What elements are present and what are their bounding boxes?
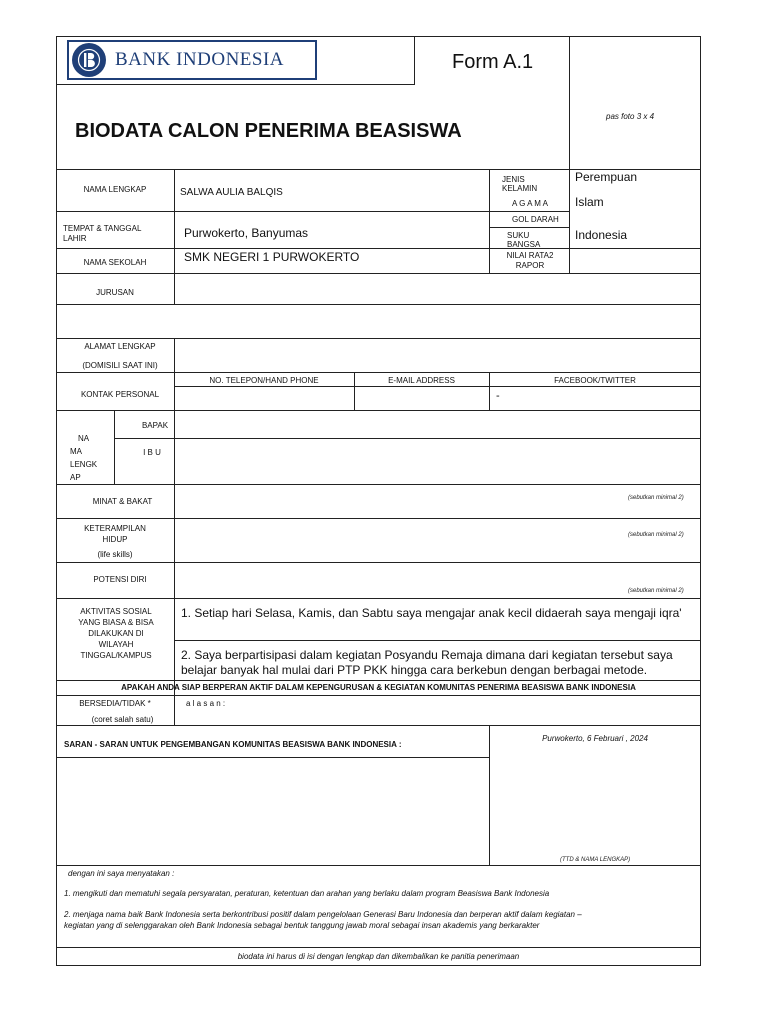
aktivitas-item-1[interactable]: 1. Setiap hari Selasa, Kamis, dan Sabtu saya mengajar anak kecil didaerah saya mengaji iqra' — [181, 606, 682, 620]
pernyataan-1: 1. mengikuti dan mematuhi segala persyaratan, peraturan, ketentuan dan arahan yang berlaku dalam program Beasiswa Bank Indonesia — [64, 889, 550, 898]
jenis-kelamin-label: JENIS KELAMIN — [502, 175, 538, 193]
suku-bangsa-value[interactable]: Indonesia — [575, 228, 628, 242]
kontak-label: KONTAK PERSONAL — [80, 390, 160, 399]
bank-name: BANK INDONESIA — [115, 49, 285, 70]
jurusan-label: JURUSAN — [96, 288, 134, 297]
nama-sekolah-value[interactable]: SMK NEGERI 1 PURWOKERTO — [184, 250, 360, 264]
jenis-kelamin-value[interactable]: Perempuan — [575, 170, 638, 184]
alamat-sublabel: (DOMISILI SAAT INI) — [82, 361, 158, 370]
keterampilan-label: KETERAMPILAN HIDUP — [84, 524, 146, 544]
potensi-label: POTENSI DIRI — [93, 575, 147, 584]
agama-label: A G A M A — [512, 199, 549, 208]
aktivitas-item-2[interactable]: 2. Saya berpartisipasi dalam kegiatan Posyandu Remaja dimana dari kegiatan tersebut saya belajar banyak hal mulai dari PTP PKK hingga cara berkebun dengan berbagai metode. — [181, 648, 673, 677]
tempat-tanggal-lahir-value[interactable]: Purwokerto, Banyumas — [184, 226, 309, 240]
minat-bakat-label: MINAT & BAKAT — [92, 497, 153, 506]
form-title: BIODATA CALON PENERIMA BEASISWA — [75, 120, 462, 142]
nama-lengkap-value[interactable]: SALWA AULIA BALQIS — [180, 187, 283, 198]
minat-hint: (sebutkan minimal 2) — [628, 495, 684, 501]
alasan-label: a l a s a n : — [186, 699, 226, 708]
bersedia-label: BERSEDIA/TIDAK * — [79, 699, 151, 708]
suku-bangsa-label: SUKU BANGSA — [507, 231, 541, 249]
alamat-label: ALAMAT LENGKAP — [84, 342, 156, 351]
tempat-tanggal-lahir-label: TEMPAT & TANGGAL LAHIR — [63, 224, 142, 243]
telepon-header: NO. TELEPON/HAND PHONE — [209, 376, 319, 385]
apakah-label: APAKAH ANDA SIAP BERPERAN AKTIF DALAM KEPENGURUSAN & KEGIATAN KOMUNITAS PENERIMA BEASISWA BANK INDONESIA — [121, 683, 636, 692]
gol-darah-label: GOL DARAH — [512, 215, 559, 224]
saran-label: SARAN - SARAN UNTUK PENGEMBANGAN KOMUNITAS BEASISWA BANK INDONESIA : — [64, 740, 402, 749]
bank-logo — [67, 40, 317, 80]
facebook-value[interactable]: - — [496, 390, 500, 402]
tempat-tanggal-ttd: Purwokerto, 6 Februari , 2024 — [542, 734, 648, 743]
email-header: E-MAIL ADDRESS — [388, 376, 455, 385]
pernyataan-2a: 2. menjaga nama baik Bank Indonesia serta berkontribusi positif dalam pengelolaan Generasi Baru Indonesia dan berperan aktif dalam kegiatan – — [64, 910, 582, 919]
pernyataan-intro: dengan ini saya menyatakan : — [68, 869, 175, 878]
pernyataan-2b: kegiatan yang di selenggarakan oleh Bank Indonesia sebagai bentuk tanggung jawab moral sebagai insan akademis yang berkarakter — [64, 921, 540, 930]
nama-sekolah-label: NAMA SEKOLAH — [83, 258, 147, 267]
potensi-hint: (sebutkan minimal 2) — [628, 588, 684, 594]
bapak-label: BAPAK — [141, 421, 169, 430]
form-code: Form A.1 — [452, 51, 534, 73]
ibu-label: I B U — [143, 448, 161, 457]
nama-ortu-label: NA MA LENGK AP — [70, 434, 98, 482]
footer-note: biodata ini harus di isi dengan lengkap dan dikembalikan ke panitia penerimaan — [237, 952, 520, 961]
aktivitas-label: AKTIVITAS SOSIAL YANG BIASA & BISA DILAKUKAN DI WILAYAH TINGGAL/KAMPUS — [78, 607, 154, 660]
agama-value[interactable]: Islam — [575, 195, 604, 209]
bank-logo-icon — [72, 43, 106, 77]
nama-lengkap-label: NAMA LENGKAP — [83, 185, 147, 194]
keterampilan-hint: (sebutkan minimal 2) — [628, 532, 684, 538]
ttd-label: (TTD & NAMA LENGKAP) — [560, 857, 631, 863]
keterampilan-sublabel: (life skills) — [97, 550, 133, 559]
facebook-header: FACEBOOK/TWITTER — [554, 376, 636, 385]
photo-placeholder-label: pas foto 3 x 4 — [606, 112, 655, 121]
bersedia-sublabel: (coret salah satu) — [91, 715, 154, 724]
nilai-rapor-label: NILAI RATA2 RAPOR — [506, 251, 554, 270]
